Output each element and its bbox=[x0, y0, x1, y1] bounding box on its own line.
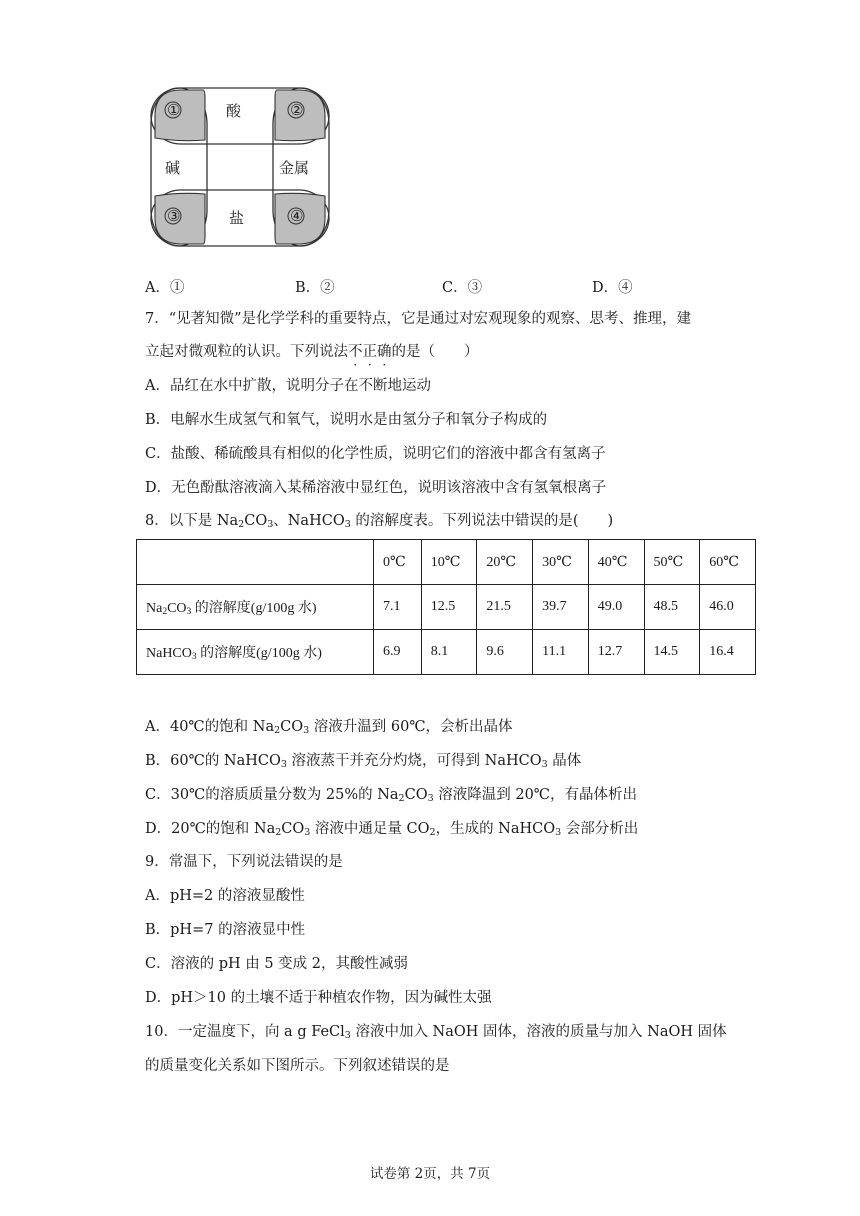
base-label: 碱 bbox=[165, 159, 181, 177]
q7-stem-line1: 7．“见著知微”是化学学科的重要特点，它是通过对宏观现象的观察、思考、推理，建 bbox=[145, 311, 692, 327]
table-header-row bbox=[137, 540, 756, 585]
row-label: $Na_2CO_3$ 的溶解度(g/100g 水) bbox=[137, 585, 374, 630]
table-cell: 39.7 bbox=[533, 585, 589, 630]
q6-option-c: C．③ bbox=[442, 280, 483, 296]
table-row bbox=[137, 630, 756, 675]
q9-stem: 9．常温下，下列说法错误的是 bbox=[145, 854, 343, 870]
solubility-table bbox=[136, 539, 756, 675]
temp-header: 60℃ bbox=[700, 540, 756, 585]
table-cell: 12.5 bbox=[421, 585, 477, 630]
table-cell: 6.9 bbox=[374, 630, 422, 675]
q9-option-c: C．溶液的 pH 由 5 变成 2，其酸性减弱 bbox=[145, 956, 409, 972]
q7-option-a: A．品红在水中扩散，说明分子在不断地运动 bbox=[145, 378, 431, 394]
table-cell: 7.1 bbox=[374, 585, 422, 630]
table-cell: 16.4 bbox=[700, 630, 756, 675]
temp-header: 30℃ bbox=[533, 540, 589, 585]
q6-options bbox=[145, 276, 705, 294]
q8-option-c: C．30℃的溶质质量分数为 25%的 $Na_2CO_3$ 溶液降温到 20℃，有晶体析出 bbox=[145, 787, 638, 804]
temp-header: 50℃ bbox=[644, 540, 700, 585]
table-cell: 48.5 bbox=[644, 585, 700, 630]
table-cell: 9.6 bbox=[477, 630, 533, 675]
q8-option-b: B．60℃的 NaHCO$_3$ 溶液蒸干并充分灼烧，可得到 NaHCO$_3$ 晶体 bbox=[145, 753, 582, 770]
q8-option-d: D．20℃的饱和 $Na_2CO_3$ 溶液中通足量 $CO_2$，生成的 NaHCO$_3$ 会部分析出 bbox=[145, 821, 639, 838]
q6-option-b: B．② bbox=[295, 280, 335, 296]
region-2-label: ② bbox=[290, 101, 304, 119]
q9-option-d: D．pH＞10 的土壤不适于种植农作物，因为碱性太强 bbox=[145, 990, 492, 1006]
region-1-label: ① bbox=[167, 101, 181, 119]
page-footer: 试卷第 2页，共 7页 bbox=[369, 1166, 491, 1182]
q7-option-c: C．盐酸、稀硫酸具有相似的化学性质，说明它们的溶液中都含有氢离子 bbox=[145, 446, 606, 462]
temp-header: 0℃ bbox=[374, 540, 422, 585]
q6-option-a: A．① bbox=[145, 280, 185, 296]
emphasis-char: 不 bbox=[348, 344, 363, 360]
q7-option-d: D．无色酚酞溶液滴入某稀溶液中显红色，说明该溶液中含有氢氧根离子 bbox=[145, 480, 607, 496]
q9-option-a: A．pH=2 的溶液显酸性 bbox=[145, 888, 305, 904]
table-cell: 11.1 bbox=[533, 630, 589, 675]
table-cell: 49.0 bbox=[588, 585, 644, 630]
q8-option-a: A．40℃的饱和 $Na_2CO_3$ 溶液升温到 60℃，会析出晶体 bbox=[145, 719, 513, 736]
metal-label: 金属 bbox=[279, 159, 310, 177]
table-cell: 21.5 bbox=[477, 585, 533, 630]
table-corner-cell bbox=[137, 540, 374, 585]
temp-header: 10℃ bbox=[421, 540, 477, 585]
emphasis-char: 确 bbox=[377, 344, 392, 360]
table-row bbox=[137, 585, 756, 630]
table-cell: 46.0 bbox=[700, 585, 756, 630]
q10-stem-line1: 10．一定温度下，向 a g FeCl$_3$ 溶液中加入 NaOH 固体，溶液的质量与加入 NaOH 固体 bbox=[145, 1024, 727, 1041]
region-3-label: ③ bbox=[167, 207, 181, 225]
q7-stem-line2: 立起对微观粒的认识。下列说法不正确的是（ ） bbox=[145, 344, 479, 360]
table-cell: 12.7 bbox=[588, 630, 644, 675]
table-cell: 8.1 bbox=[421, 630, 477, 675]
q10-stem-line2: 的质量变化关系如下图所示。下列叙述错误的是 bbox=[145, 1058, 450, 1074]
salt-label: 盐 bbox=[229, 209, 245, 227]
emphasis-char: 正 bbox=[362, 344, 377, 360]
q6-option-d: D．④ bbox=[592, 280, 633, 296]
temp-header: 40℃ bbox=[588, 540, 644, 585]
q7-option-b: B．电解水生成氢气和氧气，说明水是由氢分子和氧分子构成的 bbox=[145, 412, 548, 428]
classification-diagram bbox=[145, 76, 335, 251]
table-cell: 14.5 bbox=[644, 630, 700, 675]
row-label: NaHCO$_3$ 的溶解度(g/100g 水) bbox=[137, 630, 374, 675]
q8-stem: 8．以下是 $Na_2CO_3$、NaHCO$_3$ 的溶解度表。下列说法中错误的是( ) bbox=[145, 513, 614, 530]
q9-option-b: B．pH=7 的溶液显中性 bbox=[145, 922, 306, 938]
acid-label: 酸 bbox=[226, 102, 242, 120]
region-4-label: ④ bbox=[290, 207, 304, 225]
temp-header: 20℃ bbox=[477, 540, 533, 585]
